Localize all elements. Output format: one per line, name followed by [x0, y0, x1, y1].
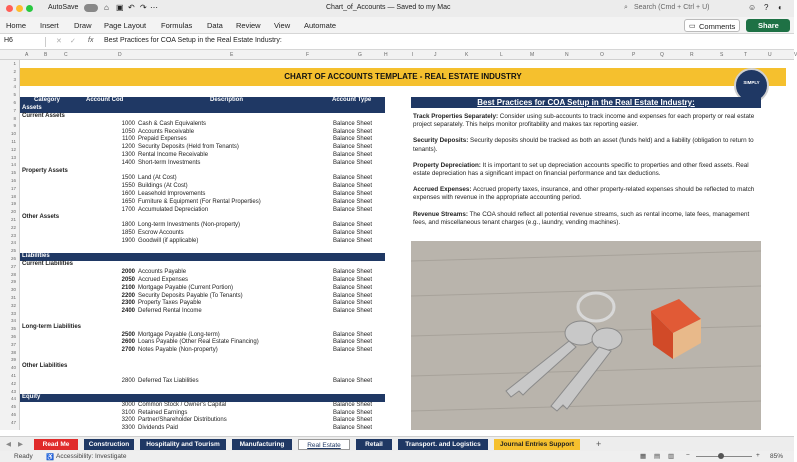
smiley-icon[interactable]: ☺ — [748, 3, 757, 12]
table-row[interactable] — [20, 378, 385, 386]
best-practice-term: Revenue Streams: — [413, 210, 468, 218]
zoom-window-button[interactable] — [26, 5, 33, 12]
type-cell: Balance Sheet — [333, 151, 373, 158]
status-ready: Ready — [14, 453, 33, 460]
category-cell: Property Assets — [22, 167, 68, 174]
autosave-label: AutoSave — [48, 4, 79, 11]
comments-button[interactable] — [684, 19, 740, 32]
subsection-row[interactable] — [20, 113, 385, 121]
table-row[interactable] — [20, 144, 385, 152]
desc-cell: Deferred Tax Liabilities — [138, 378, 199, 385]
page-layout-view-icon[interactable]: ▤ — [654, 453, 661, 460]
accessibility-status[interactable]: Accessibility: Investigate — [56, 453, 127, 460]
sheet-tab[interactable]: Hospitality and Tourism — [140, 439, 226, 450]
table-row[interactable] — [20, 339, 385, 347]
row-header[interactable]: 29 — [10, 279, 16, 285]
sheet-banner: CHART OF ACCOUNTS TEMPLATE - REAL ESTATE INDUSTRY — [20, 68, 786, 86]
home-icon[interactable]: ⌂ — [104, 3, 109, 12]
row-header[interactable]: 34 — [10, 318, 16, 324]
column-header[interactable]: N — [565, 52, 569, 58]
table-row[interactable] — [20, 175, 385, 183]
table-row[interactable] — [20, 410, 385, 418]
best-practice-text: It is important to set up depreciation accounts specific to properties and other fixed assets. Real estate depreciation has a significant impact on financial performance and tax deductions. — [413, 161, 749, 178]
table-row[interactable] — [20, 332, 385, 340]
section-row[interactable] — [20, 253, 385, 261]
code-cell: 2000 — [121, 269, 135, 276]
row-header[interactable]: 12 — [10, 146, 16, 152]
code-cell: 3100 — [121, 409, 135, 416]
table-row[interactable] — [20, 191, 385, 199]
type-cell: Balance Sheet — [333, 222, 373, 229]
code-cell: 2700 — [121, 347, 135, 354]
code-cell: 1600 — [121, 190, 135, 197]
tab-page-layout[interactable]: Page Layout — [104, 21, 147, 30]
tab-insert[interactable]: Insert — [40, 21, 59, 30]
type-cell: Balance Sheet — [333, 128, 373, 135]
table-row[interactable] — [20, 129, 385, 137]
row-header[interactable]: 8 — [13, 115, 16, 121]
code-cell: 1100 — [122, 136, 135, 143]
code-cell: 2400 — [121, 308, 135, 315]
row-header[interactable]: 16 — [10, 178, 16, 183]
type-cell: Balance Sheet — [333, 269, 373, 276]
zoom-level: 85% — [770, 453, 784, 460]
table-row[interactable] — [20, 386, 385, 394]
column-header[interactable]: S — [720, 52, 724, 58]
desc-cell: Escrow Accounts — [138, 229, 184, 236]
row-header[interactable]: 30 — [10, 287, 16, 293]
column-header[interactable]: A — [25, 52, 29, 58]
account-icon[interactable]: ◐ — [778, 3, 783, 12]
category-cell: Other Assets — [22, 214, 60, 221]
comments-label: Comments — [699, 22, 736, 31]
table-row[interactable] — [20, 183, 385, 191]
desc-cell: Leasehold Improvements — [138, 190, 206, 197]
subsection-row[interactable] — [20, 261, 385, 269]
help-icon[interactable]: ? — [764, 3, 769, 12]
code-cell: 1850 — [121, 229, 135, 236]
desc-cell: Buildings (At Cost) — [138, 183, 188, 190]
category-cell: Equity — [22, 393, 41, 400]
code-cell: 1550 — [121, 183, 135, 190]
subsection-row[interactable] — [20, 214, 385, 222]
desc-cell: Cash & Cash Equivalents — [138, 120, 207, 127]
code-cell: 1900 — [121, 237, 135, 244]
desc-cell: Land (At Cost) — [138, 175, 177, 182]
header-type[interactable]: Account Type — [332, 97, 372, 103]
type-cell: Balance Sheet — [333, 190, 373, 197]
row-header[interactable]: 17 — [10, 185, 16, 191]
row-header[interactable]: 10 — [10, 131, 16, 137]
title-bar — [0, 0, 794, 17]
row-header[interactable]: 1 — [13, 61, 16, 66]
type-cell: Balance Sheet — [333, 409, 373, 416]
table-row[interactable] — [20, 300, 385, 308]
type-cell: Balance Sheet — [333, 339, 373, 346]
category-cell: Other Liabilities — [22, 362, 68, 369]
type-cell: Balance Sheet — [333, 237, 373, 244]
row-header[interactable]: 18 — [10, 193, 16, 199]
column-header[interactable]: C — [64, 52, 68, 58]
zoom-slider[interactable] — [696, 456, 752, 457]
table-header — [20, 97, 385, 105]
section-row[interactable] — [20, 394, 385, 402]
desc-cell: Property Taxes Payable — [138, 300, 202, 307]
sheet-tab[interactable]: Construction — [84, 439, 134, 450]
code-cell: 2300 — [121, 300, 135, 307]
tab-automate[interactable]: Automate — [304, 21, 337, 30]
row-headers — [0, 60, 20, 430]
tab-formulas[interactable]: Formulas — [161, 21, 193, 30]
column-header[interactable]: K — [465, 52, 469, 58]
column-header[interactable]: I — [412, 52, 414, 58]
row-header[interactable]: 4 — [13, 84, 16, 90]
row-header[interactable]: 23 — [10, 232, 16, 238]
share-label: Share — [758, 21, 779, 30]
desc-cell: Notes Payable (Non-property) — [138, 347, 218, 354]
code-cell: 1700 — [121, 206, 135, 213]
row-header[interactable]: 31 — [10, 295, 16, 300]
prev-sheet-icon[interactable]: ◀ — [6, 441, 11, 448]
best-practice-term: Property Depreciation: — [413, 161, 481, 169]
cancel-icon[interactable]: ✕ — [56, 38, 62, 45]
row-header[interactable]: 33 — [10, 310, 16, 316]
table-row[interactable] — [20, 316, 385, 324]
best-practice-text: Security deposits should be tracked as both an asset (funds held) and a liability (obligation to return to tenants). — [413, 137, 754, 153]
redo-icon[interactable]: ↷ — [140, 3, 147, 12]
type-cell: Balance Sheet — [333, 198, 373, 205]
page-break-view-icon[interactable]: ▥ — [668, 453, 675, 460]
logo: SIMPLY — [734, 68, 769, 103]
table-row[interactable] — [20, 293, 385, 301]
row-header[interactable]: 37 — [10, 341, 16, 347]
row-header[interactable]: 22 — [10, 224, 16, 230]
header-category[interactable]: Category — [34, 97, 61, 103]
row-header[interactable]: 25 — [10, 248, 16, 254]
type-cell: Balance Sheet — [333, 417, 373, 424]
best-practice-text: The COA should reflect all potential revenue streams, such as rental income, late fees, management fees, and miscellaneous tenant charges (e.g., laundry, vending machines). — [413, 210, 750, 226]
column-header[interactable]: T — [744, 52, 748, 58]
function-icon[interactable]: fx — [88, 37, 94, 44]
desc-cell: Furniture & Equipment (For Rental Properties) — [138, 198, 261, 205]
type-cell: Balance Sheet — [333, 300, 373, 307]
row-header[interactable]: 14 — [10, 162, 16, 168]
sheet-tab[interactable]: Retail — [356, 439, 392, 450]
more-icon[interactable]: ⋯ — [150, 3, 158, 12]
table-row[interactable] — [20, 222, 385, 230]
row-header[interactable]: 36 — [10, 334, 16, 339]
row-header[interactable]: 32 — [10, 302, 16, 308]
best-practice-item — [413, 113, 761, 129]
zoom-out-button[interactable]: − — [686, 452, 690, 459]
column-header[interactable]: L — [500, 52, 503, 58]
category-cell: Long-term Liabilities — [22, 323, 82, 330]
row-header[interactable]: 44 — [10, 396, 16, 402]
column-header[interactable]: R — [690, 52, 694, 58]
column-header[interactable]: J — [434, 52, 437, 58]
column-header[interactable]: Q — [660, 52, 664, 58]
code-cell: 1050 — [121, 128, 135, 135]
formula-bar — [0, 34, 794, 50]
row-header[interactable]: 5 — [13, 92, 16, 98]
comment-icon: ▭ — [689, 23, 696, 30]
normal-view-icon[interactable]: ▦ — [640, 453, 647, 460]
section-row[interactable] — [20, 105, 385, 113]
code-cell: 1000 — [121, 120, 135, 127]
category-cell: Current Assets — [22, 113, 65, 119]
table-row[interactable] — [20, 417, 385, 425]
header-code[interactable]: Account Cod — [86, 97, 124, 103]
type-cell: Balance Sheet — [333, 229, 373, 236]
desc-cell: Common Stock / Owner's Capital — [138, 401, 227, 408]
table-row[interactable] — [20, 355, 385, 363]
best-practices-panel — [411, 97, 761, 235]
house-keys-image — [411, 241, 761, 430]
row-header[interactable]: 19 — [10, 201, 16, 207]
desc-cell: Rental Income Receivable — [138, 151, 209, 158]
code-cell: 2050 — [121, 276, 135, 283]
code-cell: 3300 — [121, 425, 135, 432]
row-header[interactable]: 47 — [10, 419, 16, 425]
worksheet-grid[interactable] — [20, 60, 786, 430]
type-cell: Balance Sheet — [333, 284, 373, 291]
type-cell: Balance Sheet — [333, 159, 373, 166]
type-cell: Balance Sheet — [333, 331, 373, 338]
column-header[interactable]: V — [794, 52, 797, 58]
row-header[interactable]: 40 — [10, 365, 16, 371]
table-row[interactable] — [20, 152, 385, 160]
code-cell: 2600 — [121, 339, 135, 346]
type-cell: Balance Sheet — [333, 175, 373, 182]
column-headers — [0, 50, 797, 60]
column-header[interactable]: F — [306, 52, 310, 58]
type-cell: Balance Sheet — [333, 120, 373, 127]
column-header[interactable]: D — [118, 52, 122, 58]
minimize-window-button[interactable] — [16, 5, 23, 12]
undo-icon[interactable]: ↶ — [128, 3, 135, 12]
desc-cell: Dividends Paid — [138, 425, 179, 432]
best-practice-text: Consider using sub-accounts to track income and expenses for each property or real estate project separately. This helps monitor profitability and makes tax reporting easier. — [413, 113, 755, 129]
best-practice-term: Accrued Expenses: — [413, 186, 472, 194]
best-practice-item — [413, 186, 761, 202]
code-cell: 2200 — [121, 292, 135, 299]
category-cell: Assets — [22, 105, 42, 111]
type-cell: Balance Sheet — [333, 378, 373, 385]
table-row[interactable] — [20, 371, 385, 379]
tab-data[interactable]: Data — [207, 21, 223, 30]
best-practice-term: Security Deposits: — [413, 137, 469, 145]
desc-cell: Security Deposits Payable (To Tenants) — [138, 292, 243, 299]
share-button[interactable] — [746, 19, 790, 32]
confirm-icon[interactable]: ✓ — [70, 38, 76, 45]
type-cell: Balance Sheet — [333, 276, 373, 283]
desc-cell: Partner/Shareholder Distributions — [138, 417, 227, 424]
column-header[interactable]: E — [230, 52, 234, 58]
table-row[interactable] — [20, 207, 385, 215]
desc-cell: Mortgage Payable (Long-term) — [138, 331, 220, 338]
save-icon[interactable]: ▣ — [116, 3, 124, 12]
code-cell: 1200 — [121, 144, 135, 151]
table-row[interactable] — [20, 285, 385, 293]
sheet-tab[interactable]: Real Estate — [298, 439, 350, 450]
desc-cell: Accumulated Depreciation — [138, 206, 209, 213]
accessibility-icon[interactable]: ♿ — [46, 454, 55, 461]
formula-input[interactable]: Best Practices for COA Setup in the Real Estate Industry: — [104, 37, 282, 44]
desc-cell: Goodwill (if applicable) — [138, 237, 199, 244]
table-row[interactable] — [20, 136, 385, 144]
table-row[interactable] — [20, 402, 385, 410]
table-row[interactable] — [20, 246, 385, 254]
table-row[interactable] — [20, 425, 385, 433]
row-header[interactable]: 11 — [11, 139, 16, 144]
row-header[interactable]: 7 — [13, 107, 16, 113]
table-row[interactable] — [20, 230, 385, 238]
next-sheet-icon[interactable]: ▶ — [18, 441, 23, 448]
subsection-row[interactable] — [20, 168, 385, 176]
type-cell: Balance Sheet — [333, 183, 373, 190]
row-header[interactable]: 28 — [10, 271, 16, 277]
type-cell: Balance Sheet — [333, 308, 373, 315]
table-row[interactable] — [20, 238, 385, 246]
table-row[interactable] — [20, 269, 385, 277]
autosave-toggle[interactable] — [84, 4, 98, 12]
best-practice-item — [413, 137, 761, 153]
category-cell: Current Liabilities — [22, 261, 74, 268]
accounts-table — [20, 97, 385, 449]
row-header[interactable]: 46 — [10, 412, 16, 417]
table-row[interactable] — [20, 308, 385, 316]
best-practice-item — [413, 162, 761, 178]
tab-view[interactable]: View — [274, 21, 291, 30]
sheet-tab[interactable]: Transport. and Logistics — [398, 439, 488, 450]
type-cell: Balance Sheet — [333, 347, 373, 354]
column-header[interactable]: B — [44, 52, 48, 58]
desc-cell: Mortgage Payable (Current Portion) — [138, 284, 234, 291]
row-header[interactable]: 3 — [13, 76, 16, 82]
desc-cell: Accounts Receivable — [138, 128, 195, 135]
sheet-tabs-bar — [0, 436, 794, 451]
sheet-tab[interactable]: Journal Entries Support — [494, 439, 580, 450]
table-row[interactable] — [20, 121, 385, 129]
desc-cell: Accounts Payable — [138, 269, 187, 276]
subsection-row[interactable] — [20, 324, 385, 332]
table-row[interactable] — [20, 160, 385, 168]
best-practices-heading[interactable]: Best Practices for COA Setup in the Real Estate Industry: — [411, 97, 761, 108]
type-cell: Balance Sheet — [333, 136, 373, 143]
tab-review[interactable]: Review — [236, 21, 261, 30]
column-header[interactable]: H — [384, 52, 388, 58]
row-header[interactable]: 20 — [10, 209, 16, 215]
tab-home[interactable]: Home — [6, 21, 27, 30]
type-cell: Balance Sheet — [333, 401, 373, 408]
desc-cell: Long-term Investments (Non-property) — [138, 222, 241, 229]
column-header[interactable]: G — [358, 52, 362, 58]
zoom-in-button[interactable]: + — [756, 452, 760, 459]
row-header[interactable]: 35 — [10, 326, 16, 332]
add-sheet-button[interactable]: + — [596, 439, 602, 449]
code-cell: 2500 — [121, 331, 135, 338]
row-header[interactable]: 15 — [10, 170, 16, 176]
window-title: Chart_of_Accounts — Saved to my Mac — [326, 4, 451, 11]
type-cell: Balance Sheet — [333, 206, 373, 213]
desc-cell: Retained Earnings — [138, 409, 188, 416]
column-header[interactable]: U — [768, 52, 772, 58]
code-cell: 3200 — [121, 417, 135, 424]
header-description[interactable]: Description — [210, 97, 244, 103]
table-row[interactable] — [20, 347, 385, 355]
category-cell: Liabilities — [22, 253, 50, 260]
search-input[interactable]: Search (Cmd + Ctrl + U) — [634, 4, 710, 11]
code-cell: 1800 — [121, 222, 135, 229]
code-cell: 1500 — [121, 175, 135, 182]
search-icon: ⌕ — [624, 4, 628, 11]
code-cell: 2100 — [121, 284, 135, 291]
type-cell: Balance Sheet — [333, 425, 373, 432]
row-header[interactable]: 9 — [13, 123, 16, 129]
code-cell: 1300 — [121, 151, 135, 158]
tab-draw[interactable]: Draw — [74, 21, 92, 30]
row-header[interactable]: 6 — [13, 100, 16, 105]
desc-cell: Prepaid Expenses — [138, 136, 187, 143]
desc-cell: Loans Payable (Other Real Estate Financing) — [138, 339, 259, 346]
row-header[interactable]: 24 — [10, 240, 16, 246]
type-cell: Balance Sheet — [333, 292, 373, 299]
code-cell: 1400 — [121, 159, 135, 166]
table-row[interactable] — [20, 199, 385, 207]
desc-cell: Short-term Investments — [138, 159, 201, 166]
code-cell: 3000 — [121, 401, 135, 408]
row-header[interactable]: 27 — [10, 263, 16, 269]
table-row[interactable] — [20, 277, 385, 285]
code-cell: 2800 — [121, 378, 135, 385]
ribbon-tabs — [0, 17, 794, 34]
row-header[interactable]: 38 — [10, 349, 16, 355]
row-header[interactable]: 41 — [10, 373, 16, 378]
column-header[interactable]: O — [600, 52, 604, 58]
best-practice-text: Accrued property taxes, insurance, and other property-related expenses should be reflected to match expenses with revenue in the appropriate accounting period. — [413, 186, 755, 202]
row-header[interactable]: 26 — [10, 256, 16, 261]
row-header[interactable]: 13 — [10, 154, 16, 160]
best-practice-item — [413, 211, 761, 227]
code-cell: 1650 — [121, 198, 135, 205]
desc-cell: Security Deposits (Held from Tenants) — [138, 144, 239, 151]
desc-cell: Deferred Rental Income — [138, 308, 202, 315]
sheet-tab[interactable]: Manufacturing — [232, 439, 292, 450]
row-header[interactable]: 2 — [13, 68, 16, 74]
status-bar — [0, 451, 794, 462]
type-cell: Balance Sheet — [333, 144, 373, 151]
zoom-slider-thumb[interactable] — [718, 453, 724, 459]
row-header[interactable]: 43 — [10, 388, 16, 394]
sheet-tab[interactable]: Read Me — [34, 439, 78, 450]
row-header[interactable]: 42 — [10, 380, 16, 386]
row-header[interactable]: 39 — [10, 357, 16, 363]
row-header[interactable]: 21 — [10, 217, 16, 222]
desc-cell: Accrued Expenses — [138, 276, 189, 283]
column-header[interactable]: P — [632, 52, 636, 58]
row-header[interactable]: 45 — [10, 404, 16, 410]
column-header[interactable]: M — [530, 52, 535, 58]
subsection-row[interactable] — [20, 363, 385, 371]
close-window-button[interactable] — [6, 5, 13, 12]
best-practice-term: Track Properties Separately: — [413, 113, 499, 120]
name-box[interactable]: H6 — [4, 37, 46, 47]
